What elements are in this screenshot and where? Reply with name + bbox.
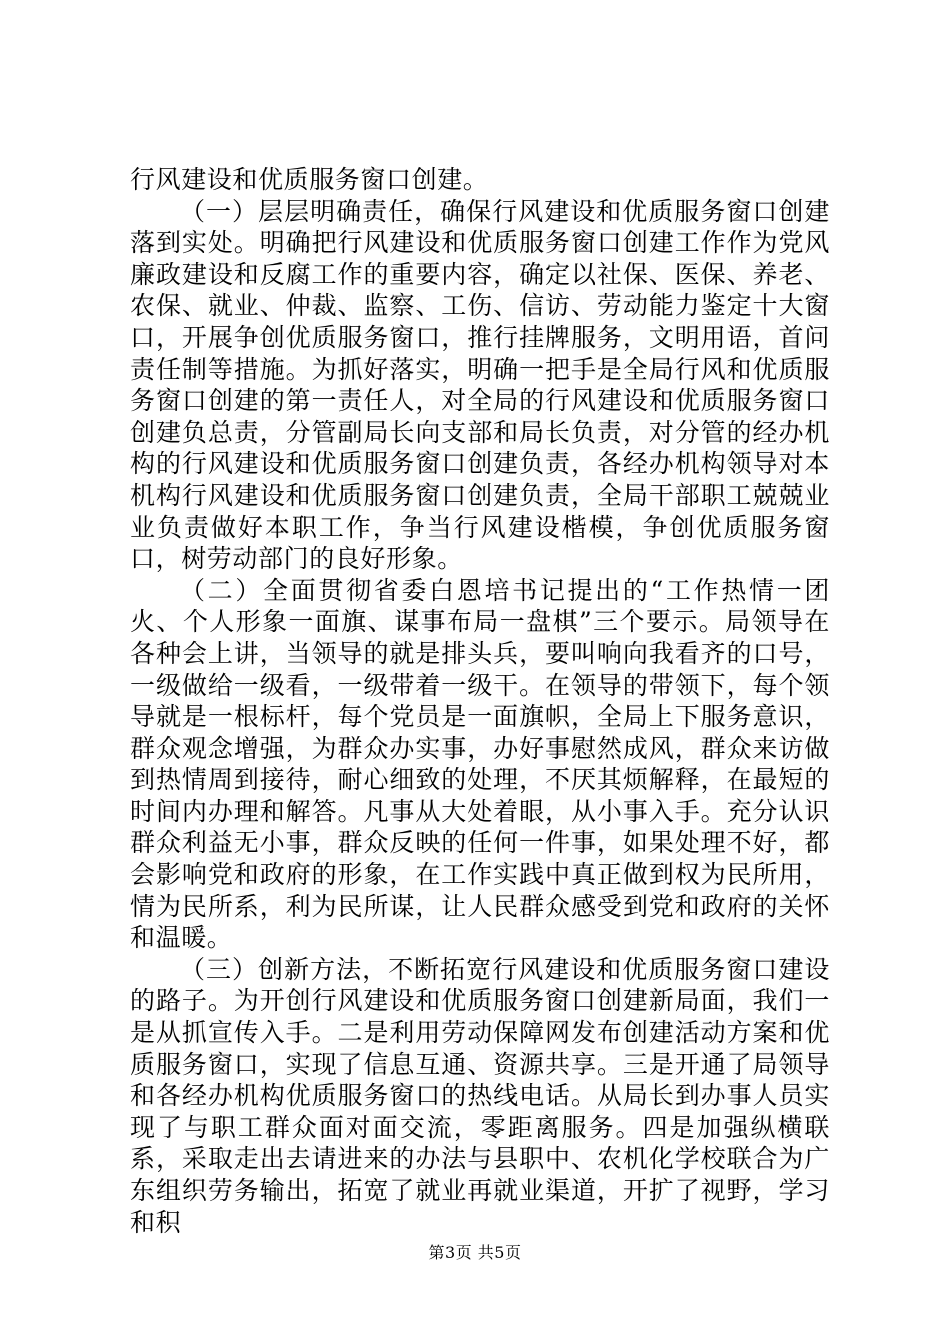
paragraph-2: （一）层层明确责任，确保行风建设和优质服务窗口创建落到实处。明确把行风建设和优质服务窗口创建工作作为党风廉政建设和反腐工作的重要内容，确定以社保、医保、养老、农保、就业、仲裁、监察、工伤、信访、劳动能力鉴定十大窗口，开展争创优质服务窗口，推行挂牌服务，文明用语，首问责任制等措施。为抓好落实，明确一把手是全局行风和优质服务窗口创建的第一责任人，对全局的行风建设和优质服务窗口创建负总责，分管副局长向支部和局长负责，对分管的经办机构的行风建设和优质服务窗口创建负责，各经办机构领导对本机构行风建设和优质服务窗口创建负责，全局干部职工兢兢业业负责做好本职工作，争当行风建设楷模，争创优质服务窗口，树劳动部门的良好形象。 bbox=[130, 196, 830, 574]
paragraph-3: （二）全面贯彻省委白恩培书记提出的“工作热情一团火、个人形象一面旗、谋事布局一盘棋”三个要示。局领导在各种会上讲，当领导的就是排头兵，要叫响向我看齐的口号，一级做给一级看，一级带着一级干。在领导的带领下，每个领导就是一根标杆，每个党员是一面旗帜，全局上下服务意识，群众观念增强，为群众办实事，办好事慰然成风，群众来访做到热情周到接待，耐心细致的处理，不厌其烦解释，在最短的时间内办理和解答。凡事从大处着眼，从小事入手。充分认识群众利益无小事，群众反映的任何一件事，如果处理不好，都会影响党和政府的形象，在工作实践中真正做到权为民所用，情为民所系，利为民所谋，让人民群众感受到党和政府的关怀和温暖。 bbox=[130, 575, 830, 953]
paragraph-4: （三）创新方法，不断拓宽行风建设和优质服务窗口建设的路子。为开创行风建设和优质服务窗口创建新局面，我们一是从抓宣传入手。二是利用劳动保障网发布创建活动方案和优质服务窗口，实现了信息互通、资源共享。三是开通了局领导和各经办机构优质服务窗口的热线电话。从局长到办事人员实现了与职工群众面对面交流，零距离服务。四是加强纵横联系，采取走出去请进来的办法与县职中、农机化学校联合为广东组织劳务输出，拓宽了就业再就业渠道，开扩了视野，学习和积 bbox=[130, 954, 830, 1237]
page-number-footer: 第3页 共5页 bbox=[428, 1243, 522, 1262]
paragraph-1: 行风建设和优质服务窗口创建。 bbox=[130, 165, 489, 194]
document-body bbox=[130, 164, 830, 1238]
